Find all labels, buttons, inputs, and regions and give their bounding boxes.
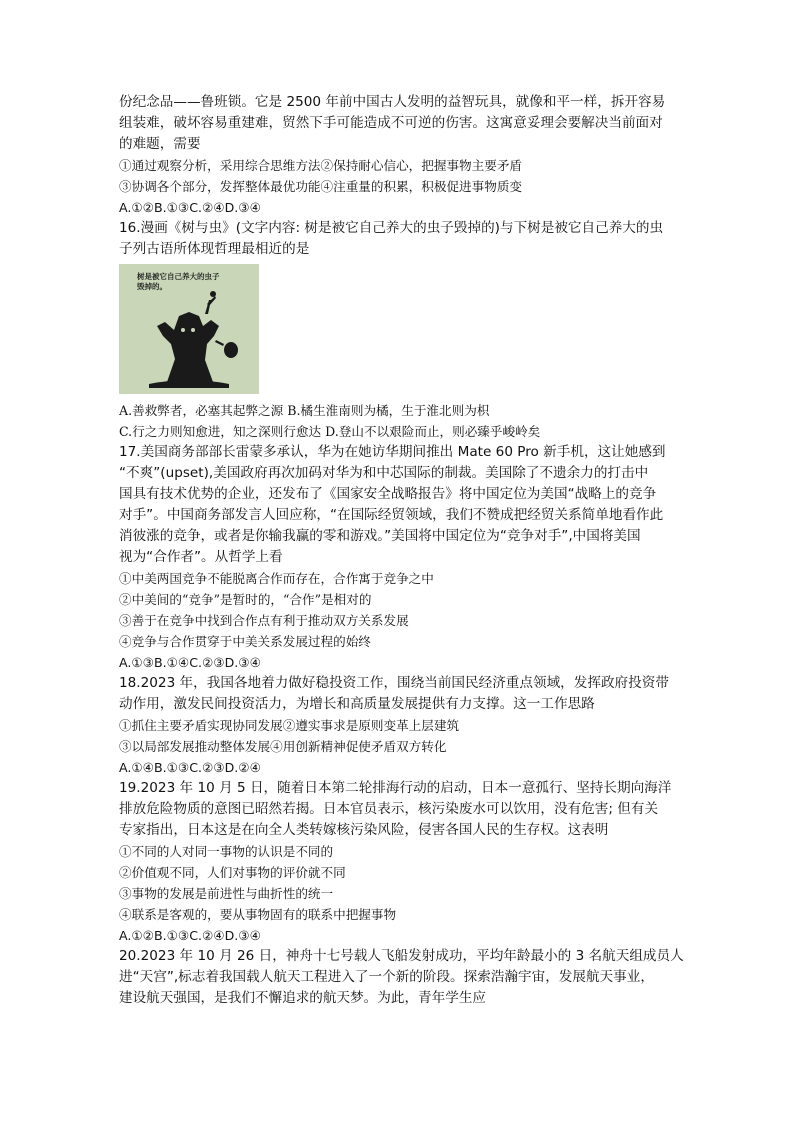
q20-line-2: 进“天宫”,标志着我国载人航天工程进入了一个新的阶段。探索浩瀚宇宙，发展航天事业，	[119, 969, 654, 985]
q17-line-2: “不爽”(upset),美国政府再次加码对华为和中芯国际的制裁。美国除了不遗余力的打击中	[119, 465, 649, 481]
q19-option-4: ④联系是客观的，要从事物固有的联系中把握事物	[119, 907, 397, 922]
question-17	[119, 442, 689, 673]
q20-line-1: 20.2023 年 10 月 26 日，神舟十七号载人飞船发射成功，平均年龄最小的 3 名航天组成员人	[119, 948, 684, 964]
cartoon-caption-line-2: 毁掉的。	[137, 282, 167, 291]
q17-answer-choices: A.①③B.①④C.②③D.③④	[119, 655, 261, 670]
question-16	[119, 218, 689, 442]
q17-line-1: 17.美国商务部部长雷蒙多承认，华为在她访华期间推出 Mate 60 Pro 新手机，这让她感到	[119, 444, 666, 460]
q17-option-4: ④竞争与合作贯穿于中美关系发展过程的始终	[119, 634, 371, 649]
q16-line-2: 子列古语所体现哲理最相近的是	[119, 241, 310, 257]
q19-answer-choices: A.①②B.①③C.②④D.③④	[119, 928, 261, 943]
q19-option-1: ①不同的人对同一事物的认识是不同的	[119, 844, 334, 859]
cartoon-caption-line-1: 树是被它自己养大的虫子	[137, 272, 220, 281]
q20-line-3: 建设航天强国，是我们不懈追求的航天梦。为此，青年学生应	[119, 990, 487, 1006]
q16-option-row-1: A.善救弊者，必塞其起弊之源 B.橘生淮南则为橘，生于淮北则为枳	[119, 403, 490, 418]
q19-line-1: 19.2023 年 10 月 5 日，随着日本第二轮排海行动的启动，日本一意孤行、坚持长期向海洋	[119, 780, 672, 796]
question-15	[119, 92, 689, 218]
question-20	[119, 946, 689, 1009]
q15-line-2: 组装难，破坏容易重建难，贸然下手可能造成不可逆的伤害。这寓意妥理会要解决当前面对	[119, 115, 663, 131]
exam-page	[119, 92, 689, 1009]
q15-option-row-2: ③协调各个部分，发挥整体最优功能④注重量的积累，积极促进事物质变	[119, 179, 522, 194]
q19-option-3: ③事物的发展是前进性与曲折性的统一	[119, 886, 334, 901]
q17-option-3: ③善于在竞争中找到合作点有利于推动双方关系发展	[119, 613, 409, 628]
q15-line-1: 份纪念品——鲁班锁。它是 2500 年前中国古人发明的益智玩具，就像和平一样，拆开容易	[119, 94, 666, 110]
q18-line-2: 动作用，激发民间投资活力，为增长和高质量发展提供有力支撑。这一工作思路	[119, 696, 595, 712]
question-18	[119, 673, 689, 778]
q19-option-2: ②价值观不同，人们对事物的评价就不同	[119, 865, 346, 880]
q16-option-row-2: C.行之力则知愈进，知之深则行愈达 D.登山不以艰险而止，则必臻乎峻岭矣	[119, 424, 541, 439]
q19-line-3: 专家指出，日本这是在向全人类转嫁核污染风险，侵害各国人民的生存权。这表明	[119, 822, 609, 838]
q17-line-5: 消彼涨的竞争，或者是你输我赢的零和游戏。”美国将中国定位为“竞争对手”,中国将美国	[119, 528, 641, 544]
question-19	[119, 778, 689, 946]
q18-line-1: 18.2023 年，我国各地着力做好稳投资工作，围绕当前国民经济重点领域，发挥政府投资带	[119, 675, 669, 691]
q18-option-row-2: ③以局部发展推动整体发展④用创新精神促使矛盾双方转化	[119, 739, 447, 754]
q18-answer-choices: A.①④B.①③C.②③D.②④	[119, 760, 261, 775]
q15-option-row-1: ①通过观察分析，采用综合思维方法②保持耐心信心，把握事物主要矛盾	[119, 158, 522, 173]
q15-line-3: 的难题，需要	[119, 136, 201, 152]
q15-answer-choices: A.①②B.①③C.②④D.③④	[119, 200, 261, 215]
q17-option-1: ①中美两国竞争不能脱离合作而存在，合作寓于竞争之中	[119, 571, 434, 586]
tree-and-worm-cartoon	[119, 264, 259, 394]
q17-line-6: 视为“合作者”。从哲学上看	[119, 549, 283, 565]
q19-line-2: 排放危险物质的意图已昭然若揭。日本官员表示，核污染废水可以饮用，没有危害; 但有关	[119, 801, 659, 817]
q17-option-2: ②中美间的“竞争”是暂时的，“合作”是相对的	[119, 592, 372, 607]
q16-line-1: 16.漫画《树与虫》(文字内容: 树是被它自己养大的虫子毁掉的)与下树是被它自己养大的虫	[119, 220, 664, 236]
q17-line-4: 对手”。中国商务部发言人回应称，“在国际经贸领域，我们不赞成把经贸关系简单地看作此	[119, 507, 664, 523]
q18-option-row-1: ①抓住主要矛盾实现协同发展②遵实事求是原则变革上层建筑	[119, 718, 460, 733]
q17-line-3: 国具有技术优势的企业，还发布了《国家安全战略报告》将中国定位为美国“战略上的竞争	[119, 486, 657, 502]
